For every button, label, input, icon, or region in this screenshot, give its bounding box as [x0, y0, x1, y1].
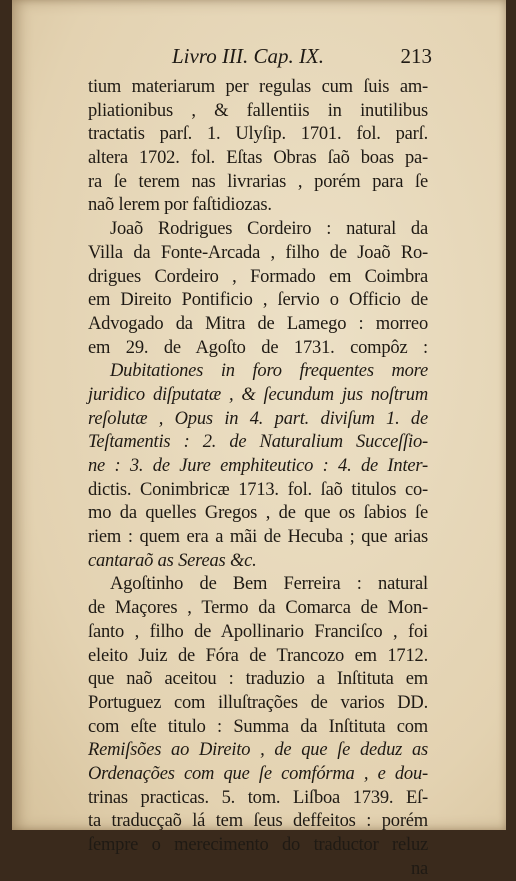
text-line: ta traducçaõ lá tem ſeus deffeitos : porém — [88, 811, 428, 832]
text-line: dictis. Conimbricæ 1713. fol. ſaõ titulos co- — [88, 479, 428, 500]
text-line: Portuguez com illuſtrações de varios DD. — [88, 692, 428, 713]
running-title: Livro III. Cap. IX. — [172, 44, 325, 68]
text-line: ra ſe terem nas livrarias , porém para ſe — [88, 171, 428, 192]
text-line: reſolutæ , Opus in 4. part. diviſum 1. de — [88, 408, 428, 429]
text-line: ſanto , filho de Apollinario Franciſco , foi — [88, 621, 428, 642]
text-line: Agoſtinho de Bem Ferreira : natural — [110, 574, 428, 595]
text-line: em 29. de Agoſto de 1731. compôz : — [88, 337, 428, 358]
text-line: Advogado da Mitra de Lamego : morreo — [88, 313, 428, 334]
text-line: drigues Cordeiro , Formado em Coimbra — [88, 266, 428, 287]
page-number: 213 — [400, 44, 432, 68]
text-line: naõ lerem por faſtidiozas. — [88, 195, 272, 216]
catchword: na — [410, 858, 428, 879]
text-line: ſempre o merecimento do traductor reluz — [88, 835, 428, 855]
text-line: cantaraõ as Sereas &c. — [88, 550, 257, 571]
text-line: Villa da Fonte-Arcada , filho de Joaõ Ro- — [88, 242, 428, 263]
text-line: Ordenações com que ſe comfórma , e dou- — [88, 763, 428, 784]
text-line: com eſte titulo : Summa da Inſtituta com — [88, 716, 428, 737]
body-text — [88, 76, 428, 881]
text-line: Joaõ Rodrigues Cordeiro : natural da — [110, 219, 428, 240]
text-line: altera 1702. fol. Eſtas Obras ſaõ boas pa- — [88, 148, 428, 169]
text-line: de Maçores , Termo da Comarca de Mon- — [88, 598, 428, 619]
text-line: Dubitationes in foro frequentes more — [110, 361, 428, 382]
text-line: que naõ aceitou : traduzio a Inſtituta em — [88, 669, 428, 690]
text-line: pliationibus , & fallentiis in inutilibus — [88, 100, 428, 121]
text-line: mo da quelles Gregos , de que os ſabios ſe — [88, 503, 428, 524]
book-page — [12, 0, 506, 879]
text-line: tium materiarum per regulas cum ſuis am- — [88, 77, 428, 97]
text-line: riem : quem era a mãi de Hecuba ; que arias — [88, 527, 428, 548]
text-line: trinas practicas. 5. tom. Liſboa 1739. Eſ- — [88, 787, 428, 808]
page-header — [172, 44, 432, 70]
text-line: em Direito Pontificio , ſervio o Officio de — [88, 290, 428, 311]
text-line: eleito Juiz de Fóra de Trancozo em 1712. — [88, 645, 428, 666]
text-line: ne : 3. de Jure emphiteutico : 4. de Inter- — [88, 456, 428, 476]
text-line: juridico diſputatæ , & ſecundum jus noſtrum — [88, 384, 428, 405]
text-line: tractatis parſ. 1. Ulyſip. 1701. fol. parſ. — [88, 124, 428, 145]
text-line: Remiſsões ao Direito , de que ſe deduz as — [88, 740, 428, 761]
text-line: Teſtamentis : 2. de Naturalium Succeſſio- — [88, 432, 428, 453]
